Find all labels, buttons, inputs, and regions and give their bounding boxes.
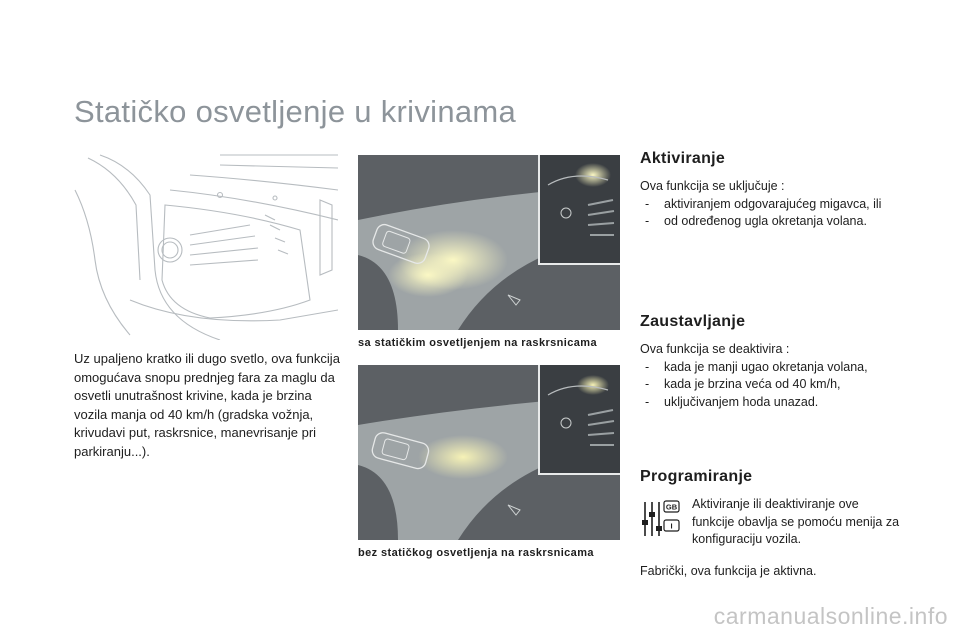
list-item: - aktiviranjem odgovarajućeg migavca, ili — [645, 196, 882, 211]
programming-text: Aktiviranje ili deaktiviranje ove funkcije obavlja se pomoću menija za konfiguraciju vozila. — [692, 497, 900, 546]
list-item: - od određenog ugla okretanja volana. — [645, 214, 867, 228]
page-title: Statičko osvetljenje u krivinama — [74, 94, 517, 129]
programming-section — [640, 468, 900, 580]
activation-heading: Aktiviranje — [640, 150, 726, 167]
settings-sliders-icon — [640, 498, 680, 540]
activation-lead: Ova funkcija se uključuje : — [640, 179, 785, 193]
intro-paragraph: Uz upaljeno kratko ili dugo svetlo, ova funkcija omogućava snopu prednjeg fara za maglu da osvetli unutrašnost krivine, kada je brzina vozila manja od 40 km/h (gradska vožnja, krivudavi put, raskrsnice, manevrisanje pri parkiranju...). — [74, 351, 340, 459]
caption-without-static-lighting: bez statičkog osvetljenja na raskrsnicama — [358, 547, 594, 559]
watermark: carmanualsonline.info — [713, 603, 948, 629]
deactivation-heading: Zaustavljanje — [640, 313, 746, 330]
factory-setting-note: Fabrički, ova funkcija je aktivna. — [640, 563, 817, 578]
list-item: - uključivanjem hoda unazad. — [645, 394, 819, 409]
list-item: - kada je manji ugao okretanja volana, — [645, 359, 868, 374]
deactivation-section — [640, 313, 900, 411]
activation-section — [640, 150, 900, 231]
photo-without-static-lighting — [358, 365, 620, 540]
icon-label-gb: GB — [665, 502, 678, 512]
icon-label-i: I — [670, 521, 673, 531]
programming-heading: Programiranje — [640, 468, 753, 485]
photo-with-static-lighting — [358, 155, 620, 330]
front-bumper-illustration — [70, 150, 338, 340]
caption-with-static-lighting: sa statičkim osvetljenjem na raskrsnicama — [358, 337, 597, 349]
list-item: - kada je brzina veća od 40 km/h, — [645, 377, 841, 391]
deactivation-lead: Ova funkcija se deaktivira : — [640, 342, 790, 356]
